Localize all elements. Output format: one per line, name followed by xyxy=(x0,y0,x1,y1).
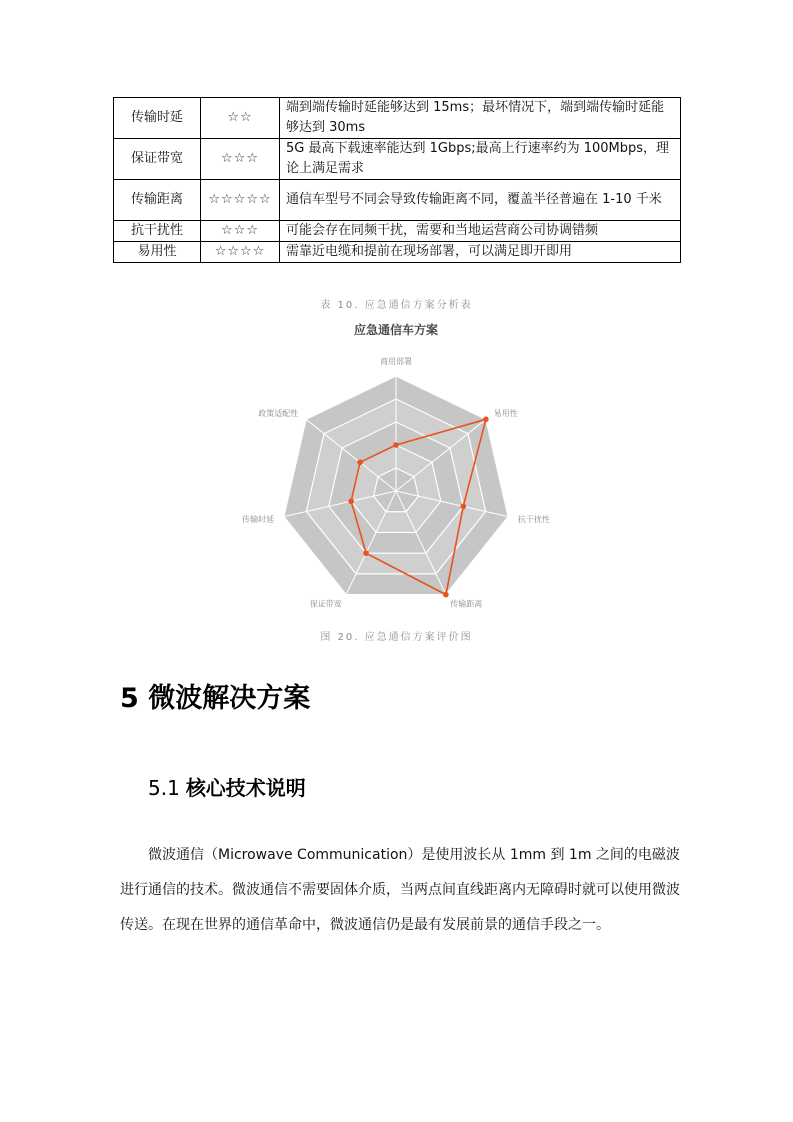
radar-chart-svg xyxy=(213,316,583,622)
criterion-name: 保证带宽 xyxy=(114,139,201,180)
star-rating: ☆☆☆ xyxy=(201,221,280,242)
radar-axis-label: 政策适配性 xyxy=(258,409,299,419)
evaluation-table xyxy=(113,97,681,263)
section-title: 微波解决方案 xyxy=(148,683,311,714)
criterion-name: 易用性 xyxy=(114,242,201,263)
radar-data-point xyxy=(348,498,354,504)
subsection-heading xyxy=(148,772,306,801)
radar-axis-label: 保证带宽 xyxy=(309,599,342,609)
section-number: 5 xyxy=(120,683,139,714)
radar-axis-label: 商用部署 xyxy=(380,357,412,366)
figure-caption: 图 20. 应急通信方案评价图 xyxy=(320,632,473,643)
radar-axis-label: 传输距离 xyxy=(450,599,483,609)
table-row xyxy=(114,139,681,180)
criterion-description: 通信车型号不同会导致传输距离不同，覆盖半径普遍在 1-10 千米 xyxy=(280,180,681,221)
criterion-description: 可能会存在同频干扰，需要和当地运营商公司协调错频 xyxy=(280,221,681,242)
criterion-description: 端到端传输时延能够达到 15ms；最坏情况下，端到端传输时延能够达到 30ms xyxy=(280,98,681,139)
table-row xyxy=(114,180,681,221)
criterion-name: 传输时延 xyxy=(114,98,201,139)
radar-data-point xyxy=(357,460,363,466)
star-rating: ☆☆☆☆☆ xyxy=(201,180,280,221)
criterion-name: 抗干扰性 xyxy=(114,221,201,242)
radar-data-point xyxy=(443,592,449,598)
star-rating: ☆☆☆☆ xyxy=(201,242,280,263)
star-rating: ☆☆☆ xyxy=(201,139,280,180)
body-paragraph: 微波通信（Microwave Communication）是使用波长从 1mm 到 1m 之间的电磁波进行通信的技术。微波通信不需要固体介质，当两点间直线距离内无障碍时就可以使用微波传送。在现在世界的通信革命中，微波通信仍是最有发展前景的通信手段之一。 xyxy=(120,847,680,933)
table-caption: 表 10. 应急通信方案分析表 xyxy=(320,300,473,311)
radar-data-point xyxy=(483,416,489,422)
subsection-number: 5.1 xyxy=(148,776,180,800)
radar-data-point xyxy=(363,550,369,556)
radar-data-point xyxy=(393,442,399,448)
section-heading xyxy=(120,676,310,715)
chart-title: 应急通信车方案 xyxy=(353,323,439,337)
radar-axis-label: 抗干扰性 xyxy=(517,514,550,524)
table-row xyxy=(114,242,681,263)
table-row xyxy=(114,221,681,242)
subsection-title: 核心技术说明 xyxy=(185,776,306,800)
radar-axis-label: 易用性 xyxy=(493,409,518,419)
radar-data-point xyxy=(460,504,466,510)
criterion-description: 需靠近电缆和提前在现场部署，可以满足即开即用 xyxy=(280,242,681,263)
radar-axis-label: 传输时延 xyxy=(242,514,275,524)
criterion-name: 传输距离 xyxy=(114,180,201,221)
radar-chart xyxy=(213,316,583,622)
star-rating: ☆☆ xyxy=(201,98,280,139)
table-row xyxy=(114,98,681,139)
criterion-description: 5G 最高下载速率能达到 1Gbps;最高上行速率约为 100Mbps，理论上满足需求 xyxy=(280,139,681,180)
